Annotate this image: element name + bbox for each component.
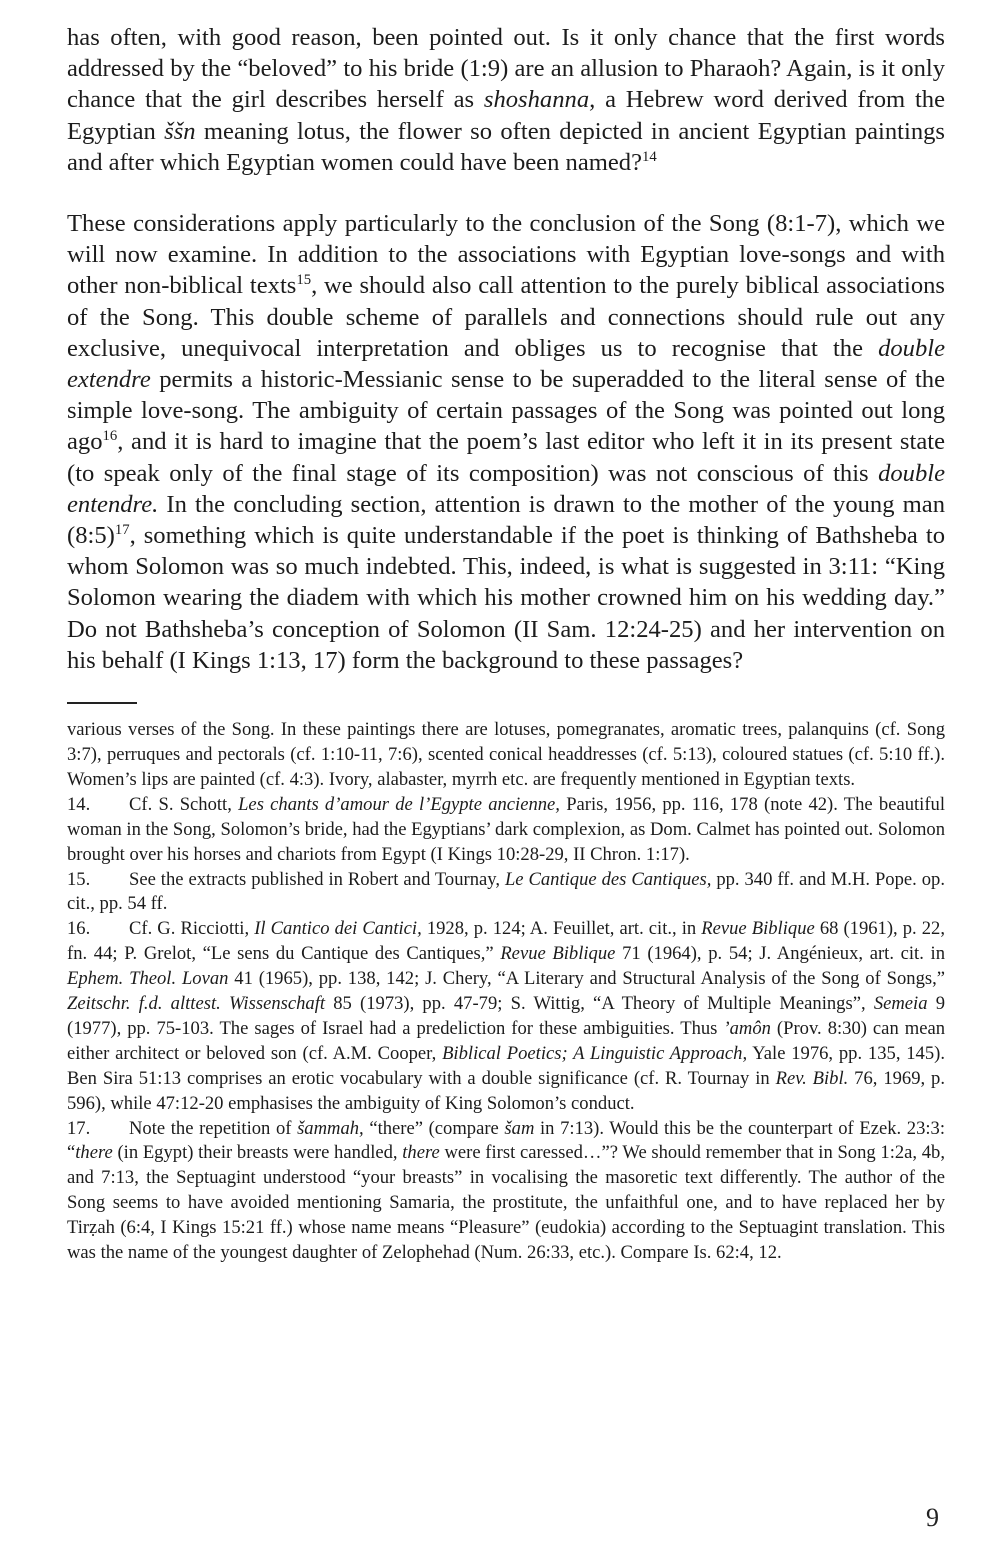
text-run: 76, 1969, p. 596), while 47:12-20 emphasises the ambiguity of King Solomon’s conduct.	[67, 1067, 946, 1114]
footnote-17	[67, 1117, 945, 1266]
text-run: (in Egypt) their breasts were handled,	[112, 1142, 403, 1164]
italic-text: Revue Biblique	[500, 943, 616, 965]
text-run: , and it is hard to imagine that the poem’s last editor who left it in its present state (to speak only of the final stage of its composition) was not conscious of this	[67, 428, 945, 487]
italic-text: Revue Biblique	[701, 918, 815, 940]
italic-text: ššn	[164, 117, 196, 145]
footnote-15	[67, 868, 945, 918]
text-run: , something which is quite understandable if the poet is thinking of Bathsheba to whom Solomon was so much indebted. This, indeed, is what is suggested in 3:11: “King Solomon wearing the diadem with which his mother crowned him on his wedding day.” Do not Bathsheba’s conception of Solomon (II Sam. 12:24-25) and her intervention on his behalf (I Kings 1:13, 17) form the background to these passages?	[67, 522, 945, 674]
text-run: Cf. S. Schott,	[129, 793, 239, 815]
italic-text: Rev. Bibl.	[775, 1067, 849, 1089]
text-run: Paris, 1956, pp. 116, 178 (note 42). The beautiful woman in the Song, Solomon’s bride, had the Egyptians’ dark complexion, as Dom. Calmet has pointed out. Solomon brought over his horses and chariots from Egypt (I Kings 10:28-29, II Chron. 1:17).	[67, 793, 945, 865]
text-run: In the concluding section, attention is drawn to the mother of the young man (8:5)	[67, 490, 945, 550]
text-run: Yale 1976, pp. 135, 145). Ben Sira 51:13 comprises an erotic vocabulary with a double significance (cf. R. Tournay in	[67, 1042, 945, 1089]
text-run: See the extracts published in Robert and Tournay,	[129, 868, 505, 890]
text-run: “there” (compare	[363, 1117, 505, 1139]
italic-text: Ephem. Theol. Lovan	[67, 968, 229, 990]
italic-text: there	[75, 1142, 113, 1164]
footnote-number: 17.	[67, 1117, 91, 1139]
footnote-continuation	[67, 718, 945, 793]
text-run: 71 (1964), p. 54; J. Angénieux, art. cit. in	[615, 943, 946, 965]
text-run: 68 (1961), p. 22, fn. 44; P. Grelot, “Le sens du Cantique des Cantiques,”	[67, 918, 946, 965]
italic-text: there	[402, 1142, 440, 1164]
text-run: a Hebrew word derived from the Egyptian	[67, 86, 945, 145]
footnote-reference: 16	[102, 428, 118, 445]
main-text	[67, 22, 945, 676]
text-run: various verses of the Song. In these paintings there are lotuses, pomegranates, aromatic trees, palanquins (cf. Song 3:7), perruques and pectorals (cf. 1:10-11, 7:6), scented conical headdresses (cf. 5:13), coloured statues (cf. 5:10 ff.). Women’s lips are painted (cf. 4:3). Ivory, alabaster, myrrh etc. are frequently mentioned in Egyptian texts.	[67, 719, 945, 790]
text-run: Note the repetition of	[129, 1117, 298, 1139]
italic-text: Semeia	[873, 993, 928, 1015]
text-run: in 7:13). Would this be the counterpart of Ezek. 23:3: “	[67, 1117, 945, 1164]
footnotes	[67, 718, 945, 1266]
text-run: 41 (1965), pp. 138, 142; J. Chery, “A Literary and Structural Analysis of the Song of Songs,”	[228, 968, 945, 990]
text-run: meaning lotus, the flower so often depicted in ancient Egyptian paintings and after which Egyptian women could have been named?	[67, 117, 945, 176]
text-run: 9 (1977), pp. 75-103. The sages of Israel had a predeliction for these ambiguities. Thus	[67, 993, 946, 1039]
footnote-reference: 14	[642, 148, 657, 165]
footnote-separator	[67, 702, 137, 704]
text-run: 1928, p. 124; A. Feuillet, art. cit., in	[421, 918, 702, 940]
italic-text: double extendre	[67, 334, 945, 394]
footnote-number: 15.	[67, 868, 91, 890]
italic-text: Le Cantique des Cantiques,	[504, 868, 712, 890]
text-run: pp. 340 ff. and M.H. Pope. op. cit., pp. 54 ff.	[67, 868, 945, 915]
footnote-reference: 15	[296, 272, 312, 289]
text-run: (Prov. 8:30) can mean either architect or beloved son (cf. A.M. Cooper,	[67, 1017, 945, 1064]
footnote-14	[67, 793, 945, 868]
italic-text: Biblical Poetics; A Linguistic Approach,	[442, 1042, 748, 1064]
text-run: permits a historic-Messianic sense to be superadded to the literal sense of the simple love-song. The ambiguity of certain passages of the Song was pointed out long ago	[67, 366, 945, 456]
italic-text: Il Cantico dei Cantici,	[254, 918, 422, 940]
text-run: were first caressed…”? We should remember that in Song 1:2a, 4b, and 7:13, the Septuagint understood “your breasts” in vocalising the masoretic text differently. The author of the Song seems to have avoided mentioning Samaria, the prostitute, the unfaithful one, and to have replaced her by Tirẓah (6:4, I Kings 15:21 ff.) whose name means “Pleasure” (eudokia) according to the Septuagint translation. This was the name of the youngest daughter of Zelophehad (Num. 26:33, etc.). Compare Is. 62:4, 12.	[67, 1142, 945, 1264]
italic-text: double entendre.	[67, 459, 945, 518]
italic-text: šammah,	[297, 1117, 364, 1139]
footnote-number: 14.	[67, 793, 91, 815]
footnote-reference: 17	[114, 521, 130, 538]
text-run: These considerations apply particularly to the conclusion of the Song (8:1-7), which we will now examine. In addition to the associations with Egyptian love-songs and with other non-biblical texts	[67, 210, 945, 300]
footnote-16	[67, 917, 945, 1116]
text-run: , we should also call attention to the purely biblical associations of the Song. This double scheme of parallels and connections should rule out any exclusive, unequivocal interpretation and obliges us to recognise that the	[67, 272, 945, 362]
page-number: 9	[926, 1503, 939, 1532]
italic-text: ’amôn	[723, 1017, 771, 1039]
text-run: Cf. G. Ricciotti,	[129, 918, 255, 940]
text-run: 85 (1973), pp. 47-79; S. Wittig, “A Theory of Multiple Meanings”,	[325, 993, 874, 1015]
italic-text: Zeitschr. f.d. alttest. Wissenschaft	[67, 993, 326, 1015]
document-page	[67, 22, 945, 1266]
text-run: has often, with good reason, been pointed out. Is it only chance that the first words addressed by the “beloved” to his bride (1:9) are an allusion to Pharaoh? Again, is it only chance that the girl describes herself as	[67, 24, 945, 114]
italic-text: shoshanna,	[483, 86, 596, 114]
italic-text: Les chants d’amour de l’Egypte ancienne,	[238, 793, 560, 815]
footnote-number: 16.	[67, 918, 91, 940]
body-paragraph	[67, 22, 945, 178]
body-paragraph	[67, 208, 945, 676]
italic-text: šam	[504, 1117, 535, 1139]
